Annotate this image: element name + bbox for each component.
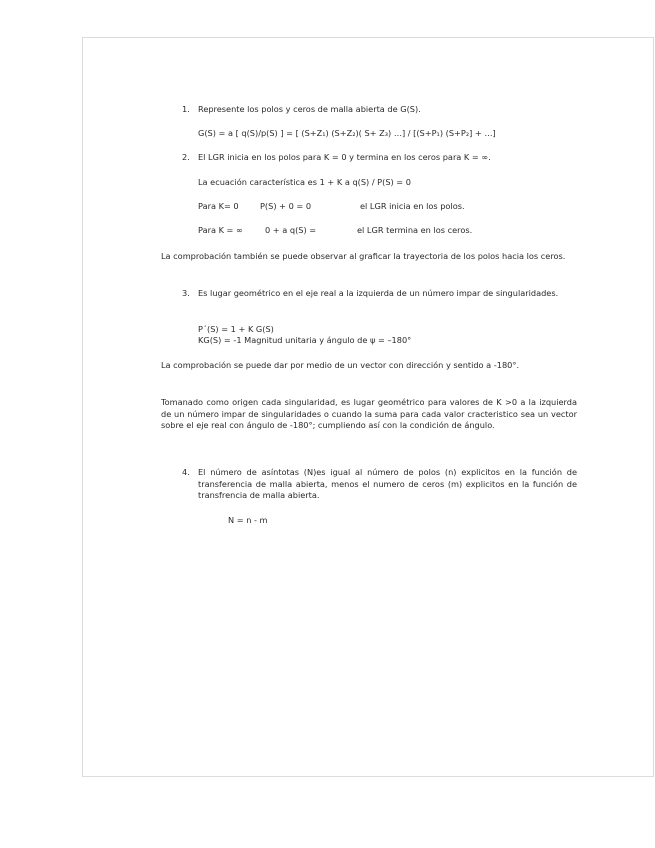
item-2-number: 2.	[182, 152, 190, 162]
case-k0-result: el LGR inicia en los polos.	[360, 201, 465, 211]
characteristic-equation: La ecuación característica es 1 + K a q(S) / P(S) = 0	[198, 177, 411, 187]
item-3-text: Es lugar geométrico en el eje real a la izquierda de un número impar de singularidades.	[198, 288, 559, 298]
item-1-text: Represente los polos y ceros de malla abierta de G(S).	[198, 104, 421, 114]
item-4-number: 4.	[182, 467, 190, 477]
paragraph-comprobacion-vector: La comprobación se puede dar por medio de un vector con dirección y sentido a -180°.	[161, 360, 520, 370]
case-k0-expr: P(S) + 0 = 0	[260, 201, 312, 211]
item-3-number: 3.	[182, 288, 190, 298]
item-3-formula-1: P´(S) = 1 + K G(S)	[198, 324, 274, 334]
item-1-formula: G(S) = a [ q(S)/p(S) ] = [ (S+Z₁) (S+Z₂)( S+ Z₃) …] / [(S+P₁) (S+P₂] + …]	[198, 128, 496, 138]
case-kinf-result: el LGR termina en los ceros.	[357, 225, 473, 235]
item-1-number: 1.	[182, 104, 190, 114]
case-k0-label: Para K= 0	[198, 201, 239, 211]
case-kinf-label: Para K = ∞	[198, 225, 243, 235]
item-4-text: El número de asíntotas (N)es igual al número de polos (n) explicitos en la función de transferencia de malla abierta, menos el numero de ceros (m) explicitos en la función de transfrencia de malla abierta.	[198, 467, 577, 500]
paragraph-singularidades: Tomanado como origen cada singularidad, es lugar geométrico para valores de K >0 a la izquierda de un número impar de singularidades o cuando la suma para cada valor cracteristico sea un vector sobre el eje real con ángulo de -180°; cumpliendo así con la condición de ángulo.	[161, 397, 577, 430]
paragraph-comprobacion-trayectoria: La comprobación también se puede observar al graficar la trayectoria de los polos hacia los ceros.	[161, 251, 566, 261]
item-4-formula: N = n - m	[228, 515, 268, 525]
document-page	[82, 37, 654, 777]
item-3-formula-2: KG(S) = -1 Magnitud unitaria y ángulo de ψ = –180°	[198, 335, 412, 345]
case-kinf-expr: 0 + a q(S) =	[265, 225, 317, 235]
item-2-text: El LGR inicia en los polos para K = 0 y termina en los ceros para K = ∞.	[198, 152, 491, 162]
